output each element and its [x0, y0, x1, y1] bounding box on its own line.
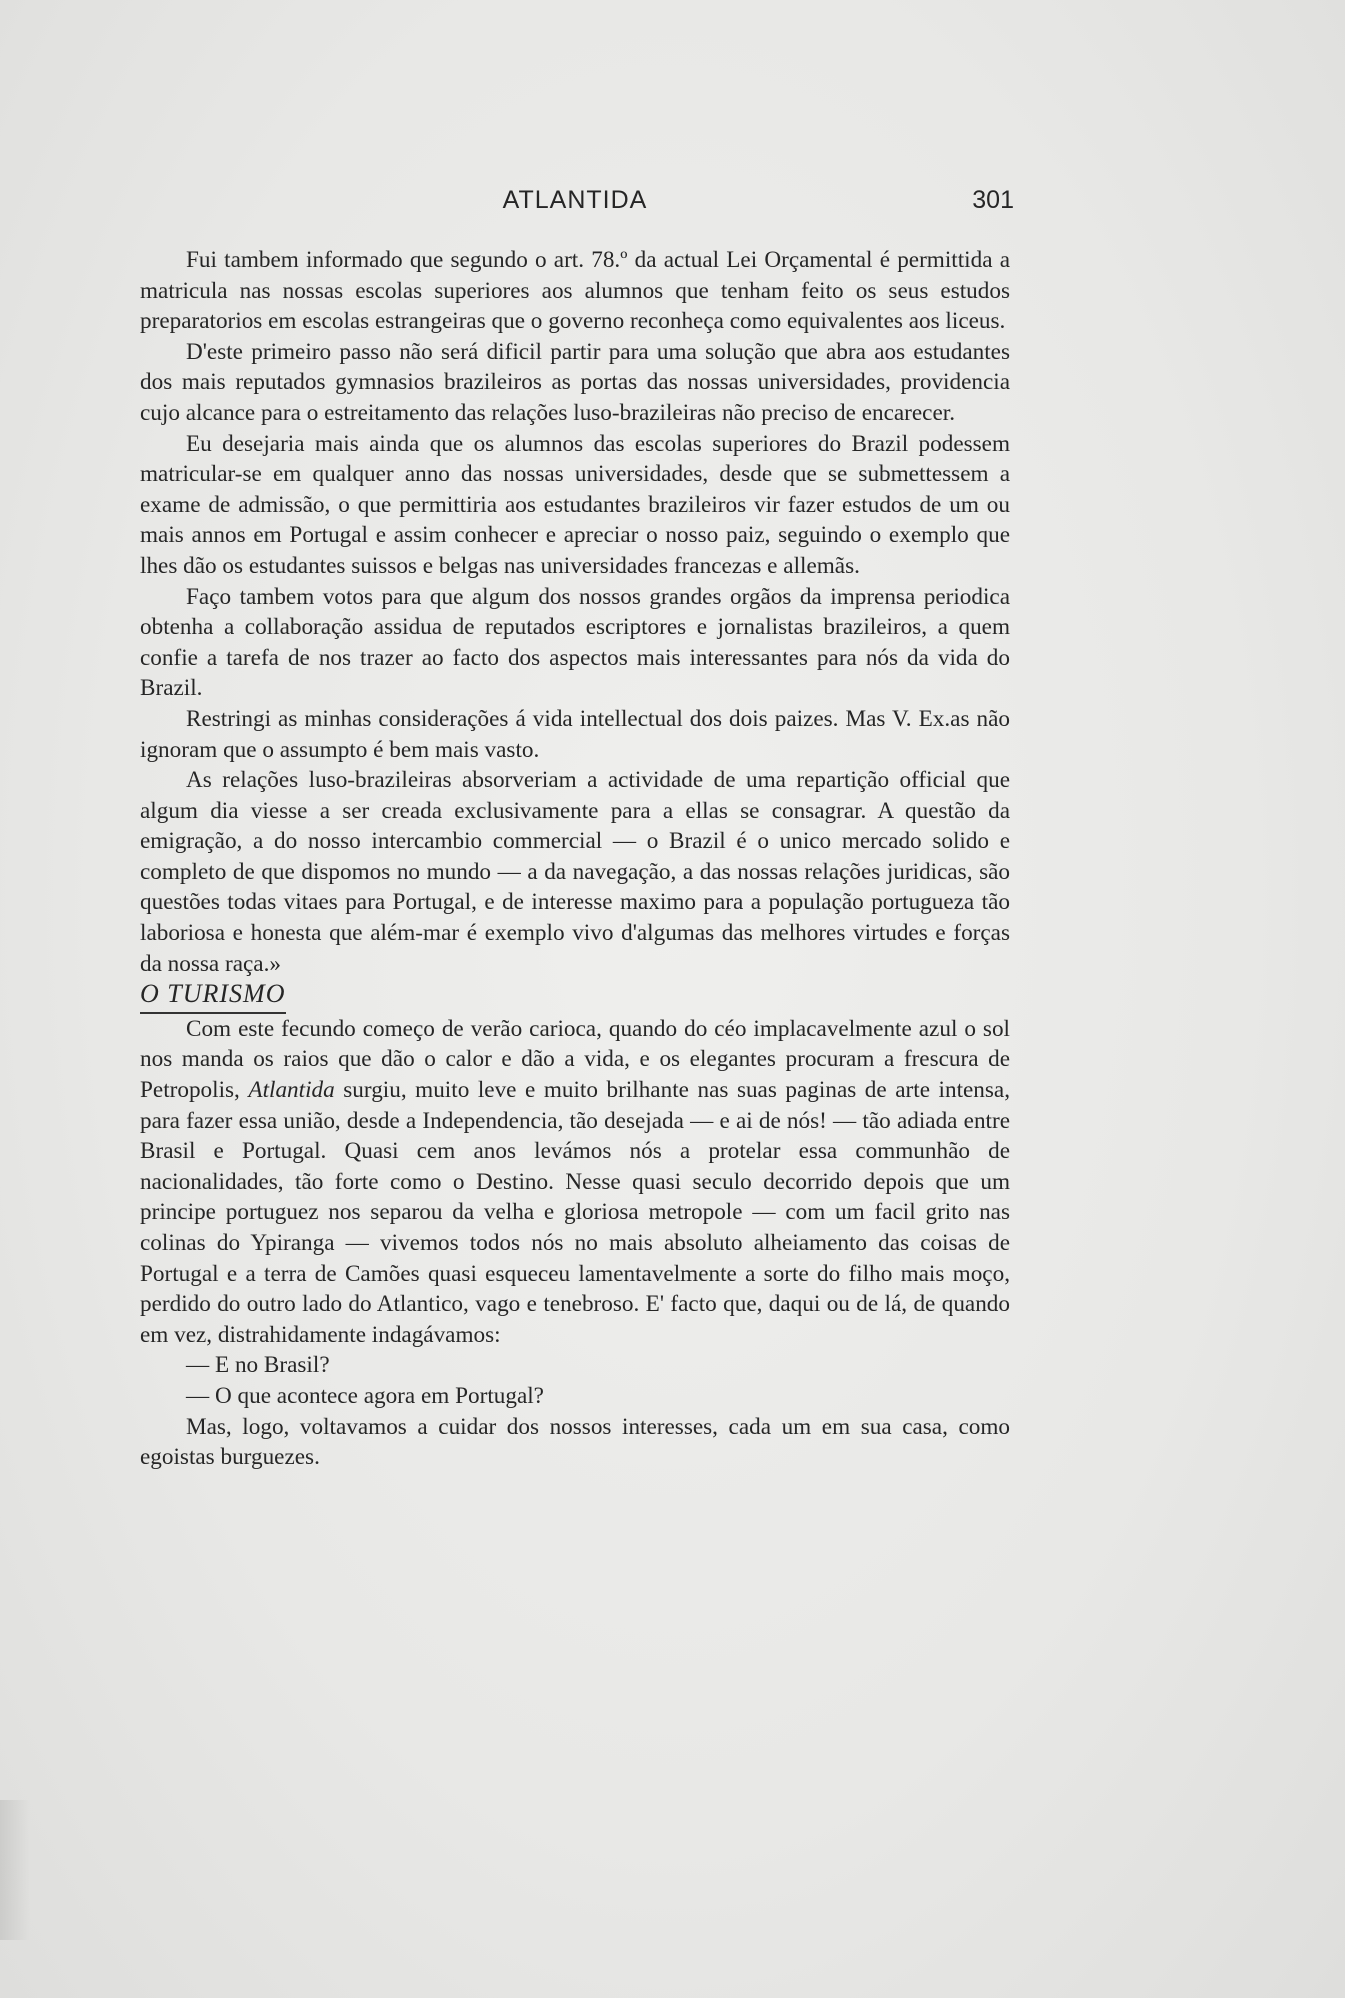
- paragraph: D'este primeiro passo não será dificil partir para uma solução que abra aos estudantes dos mais reputados gymnasios brazileiros as portas das nossas universidades, providencia cujo alcance para o estreitamento das relações luso-brazileiras não preciso de encarecer.: [140, 338, 1010, 426]
- magazine-name: Atlantida: [248, 1077, 335, 1104]
- page-edge-shadow: [0, 1800, 30, 1940]
- paragraph: Eu desejaria mais ainda que os alumnos das escolas superiores do Brazil podessem matricular-se em qualquer anno das nossas universidades, desde que se submettessem a exame de admissão, o que permittiria aos estudantes brazileiros vir fazer estudos de um ou mais annos em Portugal e assim conhecer e apreciar o nosso paiz, seguindo o exemplo que lhes dão os estudantes suissos e belgas nas universidades francezas e allemãs.: [140, 430, 1010, 579]
- dialog-line: — O que acontece agora em Portugal?: [186, 1382, 544, 1409]
- section-title-text: O TURISMO: [140, 979, 286, 1014]
- paragraph-text: surgiu, muito leve e muito brilhante nas suas paginas de arte intensa, para fazer essa união, desde a Independencia, tão desejada — e ai de nós! — tão adiada entre Brasil e Portugal. Quasi cem anos levámos nós a protelar essa communhão de nacionalidades, tão forte como o Destino. Nesse quasi seculo decorrido depois que um principe portuguez nos separou da velha e gloriosa metropole — com um facil grito nas colinas do Ypiranga — vivemos todos nós no mais absoluto alheiamento das coisas de Portugal e a terra de Camões quasi esqueceu lamentavelmente a sorte do filho mais moço, perdido do outro lado do Atlantico, vago e tenebroso. E' facto que, daqui ou de lá, de quando em vez, distrahidamente indagávamos:: [140, 1077, 1011, 1348]
- running-title: ATLANTIDA: [502, 186, 648, 214]
- body-text: [140, 245, 1010, 1473]
- paragraph: Fui tambem informado que segundo o art. 78.º da actual Lei Orçamental é permittida a matricula nas nossas escolas superiores aos alumnos que tenham feito os seus estudos preparatorios em escolas estrangeiras que o governo reconheça como equivalentes aos liceus.: [140, 247, 1010, 335]
- dialog-line: — E no Brasil?: [186, 1352, 330, 1379]
- paragraph: Restringi as minhas considerações á vida intellectual dos dois paizes. Mas V. Ex.as não ignoram que o assumpto é bem mais vasto.: [140, 705, 1010, 763]
- page-number: 301: [972, 186, 1014, 214]
- paragraph: [140, 1014, 1010, 1351]
- section-title: [140, 979, 1010, 1014]
- paragraph: Faço tambem votos para que algum dos nossos grandes orgãos da imprensa periodica obtenha a collaboração assidua de reputados escriptores e jornalistas brazileiros, a quem confie a tarefa de nos trazer ao facto dos aspectos mais interessantes para nós da vida do Brazil.: [140, 583, 1010, 702]
- paragraph: Mas, logo, voltavamos a cuidar dos nossos interesses, cada um em sua casa, como egoistas burguezes.: [140, 1413, 1010, 1471]
- paragraph-text: Com este fecundo começo de verão carioca, quando do céo implacavelmente azul o sol nos manda os raios que dão o calor e dão a vida, e os elegantes procuram a frescura de Petropolis,: [140, 1015, 1010, 1104]
- page-header: [140, 180, 1014, 220]
- paragraph: As relações luso-brazileiras absorveriam a actividade de uma repartição official que algum dia viesse a ser creada exclusivamente para a ellas se consagrar. A questão da emigração, a do nosso intercambio commercial — o Brazil é o unico mercado solido e completo de que dispomos no mundo — a da navegação, a das nossas relações juridicas, são questões todas vitaes para Portugal, e de interesse maximo para a população portugueza tão laboriosa e honesta que além-mar é exemplo vivo d'algumas das melhores virtudes e forças da nossa raça.»: [140, 767, 1010, 977]
